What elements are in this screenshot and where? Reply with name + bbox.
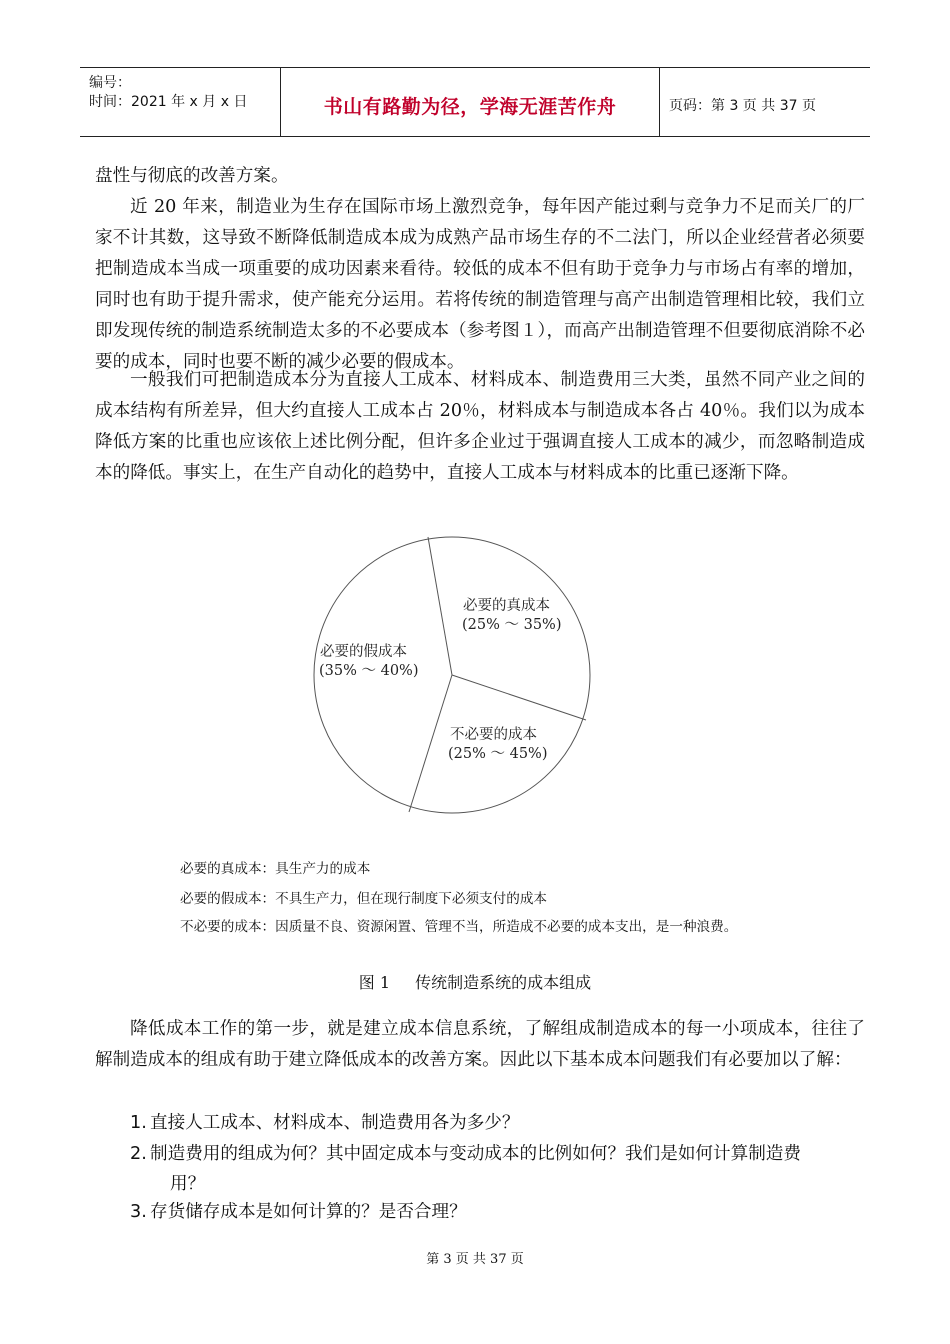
list-item [130,1139,865,1199]
page-number-label: 页码：第 3 页 共 37 页 [669,98,816,114]
legend-fake-cost: 必要的假成本：不具生产力，但在现行制度下必须支付的成本 [180,891,548,907]
slice-range-true-cost: (25% ～ 35%) [462,617,562,633]
page-footer: 第 3 页 共 37 页 [426,1252,524,1267]
slice-range-fake-cost: (35% ～ 40%) [319,663,419,679]
slice-label-true-cost: 必要的真成本 [463,598,550,614]
list-item-number: 3. [130,1202,147,1222]
slice-label-fake-cost: 必要的假成本 [320,644,407,660]
list-item-text: 直接人工成本、材料成本、制造费用各为多少？ [150,1113,520,1133]
list-item-text: 存货储存成本是如何计算的？是否合理？ [150,1202,467,1222]
pie-divider-bottom [409,675,452,812]
legend-true-cost: 必要的真成本：具生产力的成本 [180,861,371,877]
doc-number-label: 编号： [89,75,131,91]
motto-text: 书山有路勤为径，学海无涯苦作舟 [323,96,617,118]
list-item-number: 1. [130,1113,147,1133]
figure-caption-title: 传统制造系统的成本组成 [415,973,592,992]
list-item-text: 制造费用的组成为何？其中固定成本与变动成本的比例如何？我们是如何计算制造费 [150,1144,801,1164]
paragraph-3: 一般我们可把制造成本分为直接人工成本、材料成本、制造费用三大类，虽然不同产业之间的成本结构有所差异，但大约直接人工成本占 20％，材料成本与制造成本各占 40％。我们以为成本降低方案的比重也应该依上述比例分配，但许多企业过于强调直接人工成本的减少，而忽略制造成本的降低。事实上，在生产自动化的趋势中，直接人工成本与材料成本的比重已逐渐下降。 [95,370,865,483]
list-item [130,1197,865,1227]
figure-caption [0,970,950,993]
slice-label-waste-cost: 不必要的成本 [450,727,537,743]
header-table [80,67,870,137]
figure-caption-number: 图 1 [358,973,391,992]
header-motto-cell [281,68,660,136]
cost-pie-chart [300,528,600,828]
legend-waste-cost: 不必要的成本：因质量不良、资源闲置、管理不当，所造成不必要的成本支出，是一种浪费。 [180,919,738,935]
list-item-number: 2. [130,1144,147,1164]
doc-date-label: 时间：2021 年 x 月 x 日 [89,94,248,110]
header-page-cell [660,68,870,136]
paragraph-2: 近 20 年来，制造业为生存在国际市场上激烈竞争，每年因产能过剩与竞争力不足而关厂的厂家不计其数，这导致不断降低制造成本成为成熟产品市场生存的不二法门，所以企业经营者必须要把制造成本当成一项重要的成功因素来看待。较低的成本不但有助于竞争力与市场占有率的增加，同时也有助于提升需求，使产能充分运用。若将传统的制造管理与高产出制造管理相比较，我们立即发现传统的制造系统制造太多的不必要成本（参考图１），而高产出制造管理不但要彻底消除不必要的成本，同时也要不断的减少必要的假成本。 [95,197,865,372]
list-item-continuation: 用？ [170,1174,206,1194]
paragraph-1: 盘性与彻底的改善方案。 [95,166,289,186]
list-item [130,1108,865,1138]
paragraph-4: 降低成本工作的第一步，就是建立成本信息系统，了解组成制造成本的每一小项成本，往往了解制造成本的组成有助于建立降低成本的改善方案。因此以下基本成本问题我们有必要加以了解： [95,1019,865,1070]
slice-range-waste-cost: (25% ～ 45%) [448,746,548,762]
header-info-cell [80,68,281,136]
pie-divider-top [428,537,452,675]
pie-divider-right [452,675,586,720]
